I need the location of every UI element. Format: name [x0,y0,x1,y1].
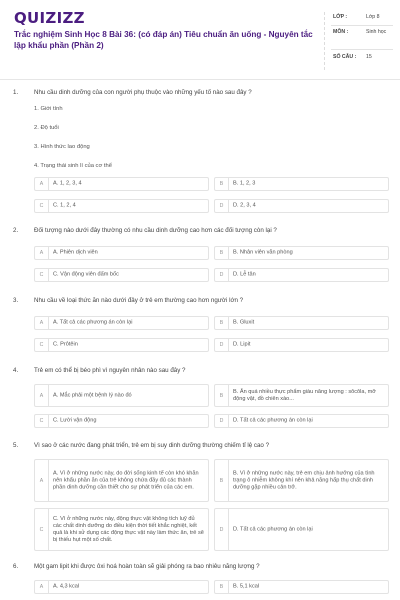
option-text: D. Tất cả các phương án còn lại [233,526,313,532]
option-d[interactable] [214,508,389,551]
question-number: 2. [13,227,19,234]
option-d[interactable] [214,199,389,213]
question-number: 5. [13,442,19,449]
meta-class-label: LỚP : [333,14,348,20]
option-b[interactable] [214,580,389,594]
option-text: D. Lễ tân [233,271,256,278]
option-c[interactable] [34,338,209,352]
option-letter: B [219,392,224,399]
option-text: B. Gluxit [233,319,255,326]
option-text: A. Phiên dịch viên [53,249,98,256]
option-letter: A [39,320,44,326]
option-letter: A [39,477,44,484]
option-letter: C [39,203,44,209]
option-b[interactable] [214,384,389,407]
option-letter: B [219,477,224,484]
statement-3: 3. Hình thức lao động [34,144,90,150]
option-text: C. Vì ở những nước này, động thực vật không tích luỹ đủ các chất dinh dưỡng do điều kiện thời tiết khắc nghiệt, kết quả là khi sử dụng các động thực vật này làm thức ăn, trẻ sẽ bị thiếu hụt một số chất. [53,515,204,543]
option-text: D. 2, 3, 4 [233,202,256,209]
option-text: C. Lười vận động [53,417,97,424]
option-c[interactable] [34,414,209,428]
question-number: 4. [13,367,19,374]
option-text: B. 5,1 kcal [233,583,260,590]
option-letter: B [219,181,224,187]
option-letter: D [219,203,224,209]
option-letter: D [219,418,224,424]
option-letter: B [219,584,224,590]
option-text: C. Vận động viên đấm bốc [53,271,119,278]
meta-divider [324,12,325,70]
option-text: C. 1, 2, 4 [53,202,76,209]
question-number: 3. [13,297,19,304]
question-number: 1. [13,89,19,96]
option-b[interactable] [214,246,389,260]
meta-count-value: 15 [366,54,372,60]
option-c[interactable] [34,199,209,213]
option-letter: B [219,320,224,326]
option-a[interactable] [34,246,209,260]
option-letter: C [39,342,44,348]
option-a[interactable] [34,580,209,594]
option-text: A. Vì ở những nước này, do đời sống kinh tế còn khó khăn nên khẩu phần ăn của trẻ không chứa đầy đủ các thành phần dinh dưỡng cần thiết cho sự phát triển của các em. [53,470,199,490]
question-text: Một gam lipit khi được ôxi hoá hoàn toàn sẽ giải phóng ra bao nhiêu năng lượng ? [34,563,260,570]
quizizz-logo[interactable]: QUIZIZZ [14,9,85,27]
meta-count [331,50,393,64]
option-d[interactable] [214,268,389,282]
worksheet-meta [331,12,393,64]
meta-subject-label: MÔN : [333,29,349,35]
option-letter: D [219,526,224,533]
option-text: A. 1, 2, 3, 4 [53,180,82,187]
option-letter: A [39,584,44,590]
option-letter: C [39,418,44,424]
option-letter: A [39,181,44,187]
option-a[interactable] [34,316,209,330]
option-a[interactable] [34,459,209,502]
question-text: Đối tượng nào dưới đây thường có nhu cầu dinh dưỡng cao hơn các đối tượng còn lại ? [34,227,277,234]
option-letter: A [39,250,44,256]
option-a[interactable] [34,177,209,191]
question-text: Vì sao ở các nước đang phát triển, trẻ em bị suy dinh dưỡng thường chiếm tỉ lệ cao ? [34,442,270,449]
option-c[interactable] [34,268,209,282]
meta-class [331,12,393,26]
worksheet-title: Trắc nghiệm Sinh Học 8 Bài 36: (có đáp án) Tiêu chuẩn ăn uống - Nguyên tắc lập khẩu phần (Phần 2) [14,30,313,50]
option-b[interactable] [214,459,389,502]
option-letter: C [39,526,44,533]
question-number: 6. [13,563,19,570]
option-text: D. Lipit [233,341,251,348]
option-text: A. 4,3 kcal [53,583,80,590]
statement-4: 4. Trạng thái sinh lí của cơ thể [34,163,112,169]
option-text: B. Nhân viên văn phòng [233,249,293,256]
option-a[interactable] [34,384,209,407]
option-text: D. Tất cả các phương án còn lại [233,417,313,424]
question-text: Nhu cầu về loại thức ăn nào dưới đây ở trẻ em thường cao hơn người lớn ? [34,297,244,304]
worksheet-header [0,0,400,80]
option-c[interactable] [34,508,209,551]
option-text: B. 1, 2, 3 [233,180,256,187]
option-text: C. Prôtêin [53,341,78,348]
meta-class-value: Lớp 8 [366,14,380,20]
option-text: B. Ăn quá nhiều thực phẩm giàu năng lượng : sôcôla, mỡ động vật, đồ chiên xào... [233,388,376,402]
option-text: B. Vì ở những nước này, trẻ em chịu ảnh hưởng của tình trạng ô nhiễm không khí nên khả năng hấp thụ chất dinh dưỡng gặp nhiều cản trở. [233,470,375,490]
option-b[interactable] [214,177,389,191]
meta-count-label: SỐ CÂU : [333,54,357,60]
option-letter: A [39,392,44,399]
statement-2: 2. Độ tuổi [34,125,59,131]
option-b[interactable] [214,316,389,330]
question-text: Nhu cầu dinh dưỡng của con người phụ thuộc vào những yếu tố nào sau đây ? [34,89,252,96]
option-d[interactable] [214,338,389,352]
option-d[interactable] [214,414,389,428]
statement-1: 1. Giới tính [34,106,63,112]
option-text: A. Tất cả các phương án còn lại [53,319,133,326]
option-letter: D [219,342,224,348]
question-text: Trẻ em có thể bị béo phì vì nguyên nhân nào sau đây ? [34,367,186,374]
meta-subject [331,26,393,50]
option-letter: B [219,250,224,256]
meta-subject-value: Sinh học [366,29,387,35]
option-letter: C [39,272,44,278]
option-letter: D [219,272,224,278]
option-text: A. Mắc phải một bệnh lý nào đó [53,392,132,398]
